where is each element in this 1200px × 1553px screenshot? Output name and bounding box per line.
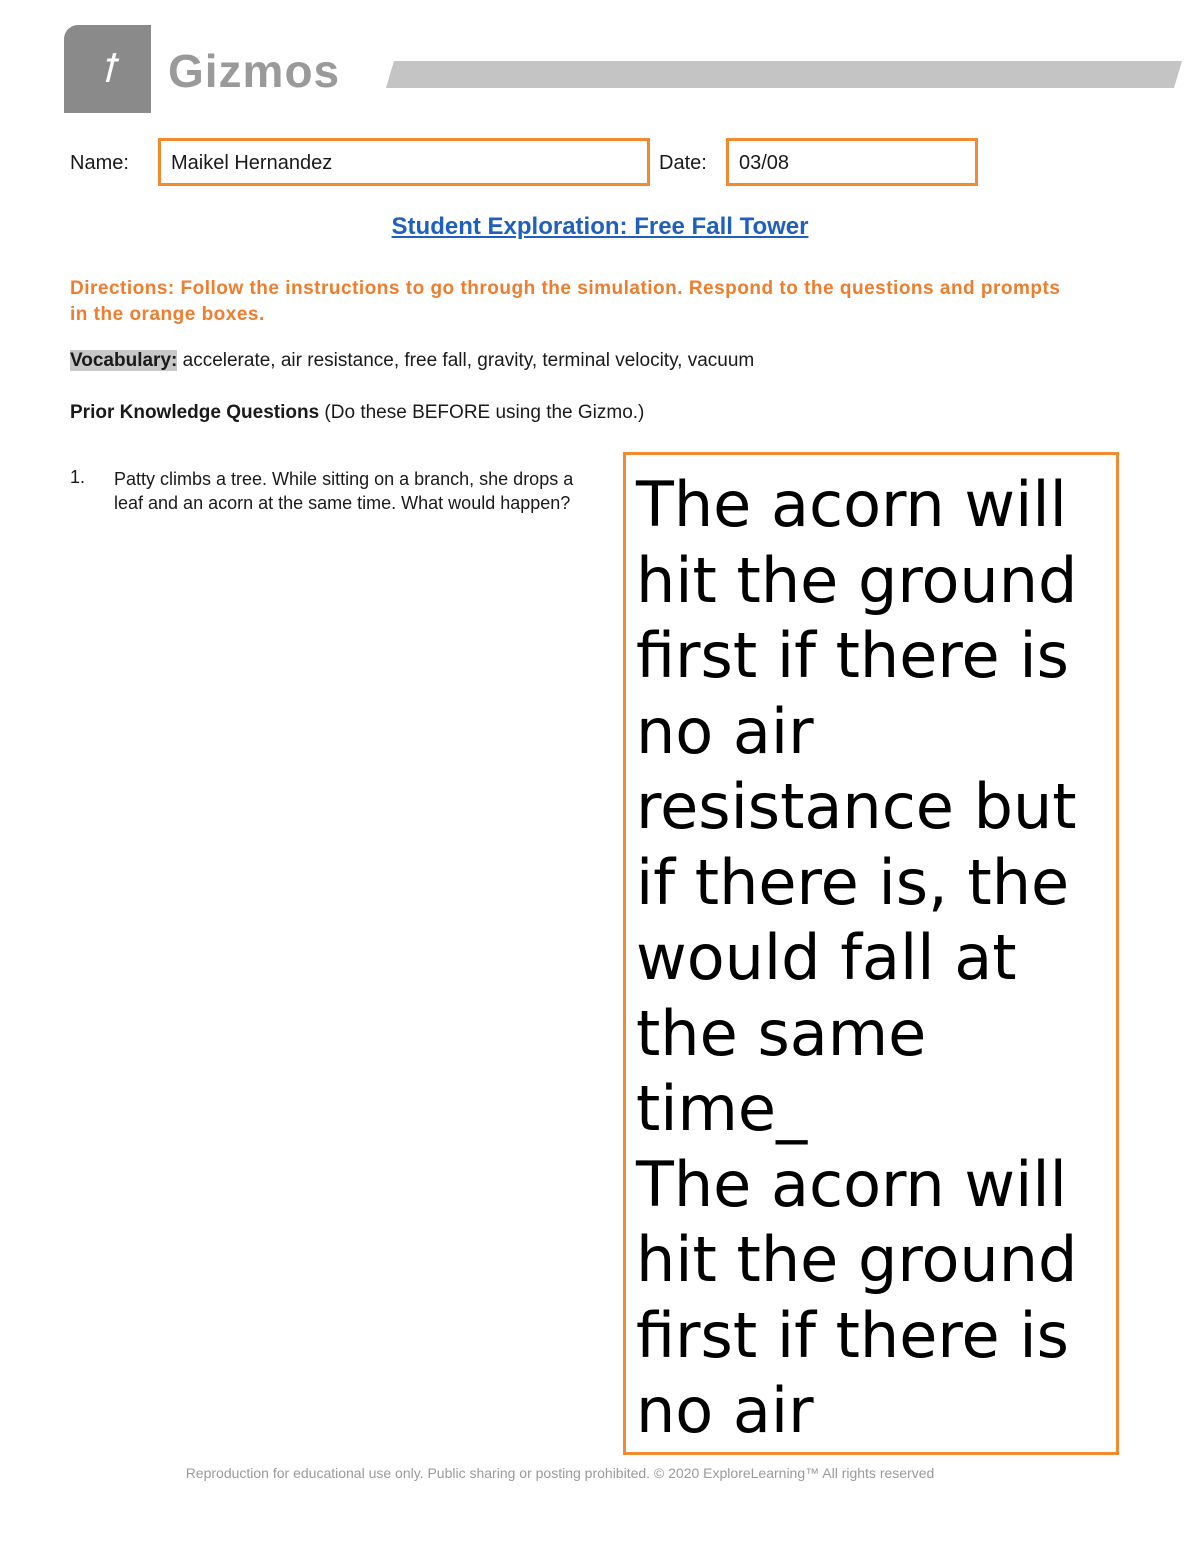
gizmos-logo bbox=[64, 25, 151, 113]
gizmos-logo-text: Gizmos bbox=[168, 45, 341, 97]
vocabulary-label: Vocabulary: bbox=[70, 350, 178, 371]
question-text: Patty climbs a tree. While sitting on a branch, she drops a leaf and an acorn at the same time. What would happen? bbox=[114, 469, 574, 513]
prior-knowledge-note: (Do these BEFORE using the Gizmo.) bbox=[319, 402, 645, 423]
copyright-footer: Reproduction for educational use only. Public sharing or posting prohibited. © 2020 ExploreLearning™ All rights reserved bbox=[185, 1465, 935, 1481]
answer-box[interactable] bbox=[623, 452, 1119, 1455]
question-number: 1. bbox=[70, 467, 86, 487]
date-field[interactable]: 03/08 bbox=[726, 138, 978, 186]
vocabulary-terms: accelerate, air resistance, free fall, gravity, terminal velocity, vacuum bbox=[177, 350, 755, 371]
name-label: Name: bbox=[70, 152, 129, 174]
prior-knowledge-heading bbox=[70, 402, 644, 424]
prior-knowledge-title: Prior Knowledge Questions bbox=[70, 402, 320, 423]
date-label: Date: bbox=[659, 152, 707, 174]
directions-text: Directions: Follow the instructions to go through the simulation. Respond to the questions and prompts in the orange boxes. bbox=[70, 278, 1061, 325]
vocabulary-line bbox=[70, 350, 754, 372]
header-bar bbox=[386, 61, 1182, 88]
page-title: Student Exploration: Free Fall Tower bbox=[391, 213, 809, 240]
name-field[interactable]: Maikel Hernandez bbox=[158, 138, 650, 186]
explorelearning-logo-icon: ꝉ bbox=[99, 47, 116, 91]
answer-text: The acorn will hit the ground first if there is no air resistance but if there is, the would fall at the same time_ The acorn will hit the ground first if there is no air bbox=[636, 468, 1078, 1447]
